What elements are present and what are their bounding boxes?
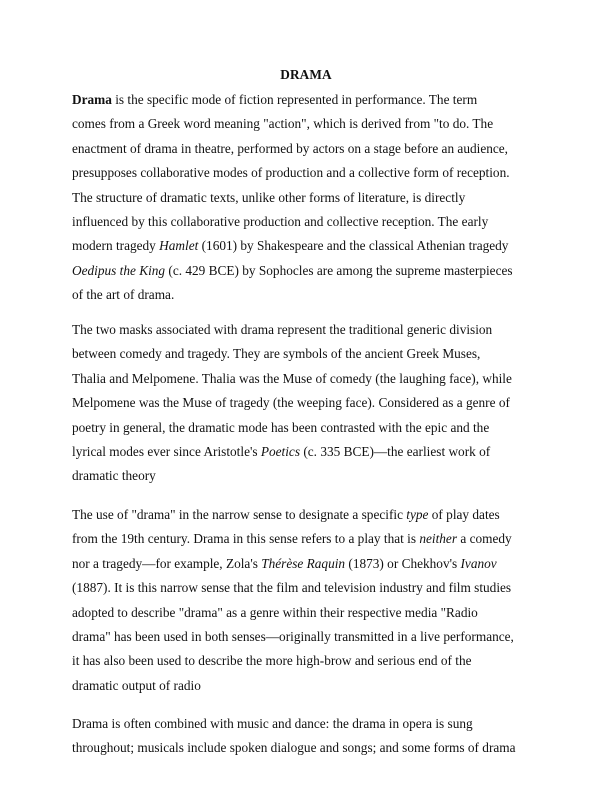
text-run: enactment of drama in theatre, performed by actors on a stage before an audience,: [72, 140, 509, 156]
text-line: [72, 736, 542, 760]
text-run: presupposes collaborative modes of production and a collective form of reception.: [72, 165, 510, 181]
text-line: [72, 625, 542, 649]
text-run: a comedy: [457, 531, 512, 547]
paragraph-1: [72, 88, 542, 308]
text-line: [72, 186, 542, 210]
text-run: drama" has been used in both senses—originally transmitted in a live performance,: [72, 628, 514, 644]
text-run: comes from a Greek word meaning "action", which is derived from "to do. The: [72, 116, 494, 132]
text-run: lyrical modes ever since Aristotle's: [72, 443, 261, 459]
text-line: [72, 283, 542, 307]
text-run: (c. 429 BCE) by Sophocles are among the supreme masterpieces: [165, 262, 513, 278]
text-line: [72, 649, 542, 673]
text-line: [72, 318, 542, 342]
text-line: [72, 342, 542, 366]
italic-title: Poetics: [260, 443, 301, 459]
text-run: (1601) by Shakespeare and the classical Athenian tragedy: [198, 238, 509, 254]
text-run: (1873) or Chekhov's: [345, 555, 461, 571]
text-line: [72, 527, 542, 551]
text-run: it has also been used to describe the more high-brow and serious end of the: [72, 653, 472, 669]
text-line: [72, 234, 542, 258]
text-line: [72, 88, 542, 112]
text-line: [72, 576, 542, 600]
text-run: modern tragedy: [72, 238, 160, 254]
text-line: [72, 440, 542, 464]
text-line: [72, 210, 542, 234]
text-run: The use of "drama" in the narrow sense to designate a specific: [72, 507, 407, 522]
text-run: Thalia and Melpomene. Thalia was the Muse of comedy (the laughing face), while: [72, 370, 512, 386]
text-line: [72, 552, 542, 576]
bold-term: Drama: [72, 92, 112, 107]
text-run: nor a tragedy—for example, Zola's: [72, 555, 262, 571]
text-run: influenced by this collaborative production and collective reception. The early: [72, 213, 489, 229]
text-run: (c. 335 BCE)—the earliest work of: [300, 443, 491, 459]
paragraph-3: [72, 503, 542, 698]
text-run: The structure of dramatic texts, unlike other forms of literature, is directly: [72, 189, 466, 205]
text-run: adopted to describe "drama" as a genre within their respective media "Radio: [72, 604, 478, 620]
text-run: dramatic output of radio: [72, 677, 201, 693]
text-line: [72, 137, 542, 161]
italic-title: Ivanov: [460, 555, 497, 571]
text-run: of the art of drama.: [72, 287, 175, 303]
italic-title: Oedipus the King: [72, 262, 166, 278]
page-title: DRAMA: [280, 67, 332, 82]
text-line: [72, 367, 542, 391]
text-run: Drama is often combined with music and dance: the drama in opera is sung: [72, 716, 473, 731]
italic-title: type: [406, 507, 429, 522]
text-line: [72, 674, 542, 698]
text-run: between comedy and tragedy. They are symbols of the ancient Greek Muses,: [72, 346, 481, 362]
italic-title: Hamlet: [159, 238, 199, 254]
italic-title: Thérèse Raquin: [261, 555, 346, 571]
text-line: [72, 259, 542, 283]
text-run: throughout; musicals include spoken dialogue and songs; and some forms of drama: [72, 740, 516, 756]
text-line: [72, 161, 542, 185]
text-run: (1887). It is this narrow sense that the film and television industry and film studies: [72, 580, 512, 596]
text-line: [72, 416, 542, 440]
text-run: The two masks associated with drama represent the traditional generic division: [72, 322, 493, 337]
text-run: dramatic theory: [72, 468, 156, 484]
paragraph-4: [72, 712, 542, 761]
text-line: [72, 712, 542, 736]
text-line: [72, 503, 542, 527]
text-run: poetry in general, the dramatic mode has been contrasted with the epic and the: [72, 419, 490, 435]
text-line: [72, 112, 542, 136]
paragraph-2: [72, 318, 542, 489]
italic-title: neither: [419, 531, 458, 547]
text-run: of play dates: [428, 507, 500, 522]
text-line: [72, 391, 542, 415]
text-run: Melpomene was the Muse of tragedy (the weeping face). Considered as a genre of: [72, 395, 510, 411]
text-run: from the 19th century. Drama in this sense refers to a play that is: [72, 531, 420, 547]
text-run: is the specific mode of fiction represented in performance. The term: [111, 92, 478, 107]
text-line: [72, 601, 542, 625]
text-line: [72, 464, 542, 488]
